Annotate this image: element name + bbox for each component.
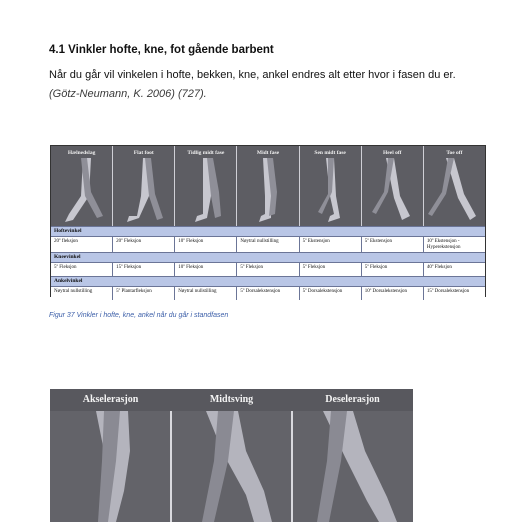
legs-illustration [51, 156, 113, 226]
swing-phase-figure [50, 389, 413, 522]
phase-label: Midt fase [256, 150, 280, 156]
body-paragraph [49, 66, 489, 104]
legs-illustration [113, 156, 175, 226]
table-cell: 15º Fleksjon [113, 263, 175, 276]
phase-late-midstance [300, 146, 362, 226]
paragraph-text: Når du går vil vinkelen i hofte, bekken, kne, ankel endres alt etter hvor i fasen du er. [49, 69, 456, 81]
legs-illustration [50, 411, 170, 522]
legs-illustration [300, 156, 362, 226]
phase-heel-strike [51, 146, 113, 226]
legs-illustration [293, 411, 413, 522]
swing-title-midswing: Midtsving [209, 394, 254, 405]
swing-phase-header [50, 389, 413, 411]
table-cell: Nøytral nullstilling [51, 287, 113, 300]
swing-phase-panels [50, 411, 413, 522]
phase-early-midstance [175, 146, 237, 226]
table-cell: 5º Ekstensjon [300, 237, 362, 252]
hip-angle-title: Hoftevinkel [51, 226, 485, 236]
legs-illustration [362, 156, 424, 226]
knee-angle-title: Kneevinkel [51, 252, 485, 262]
table-cell: 5º Fleksjon [51, 263, 113, 276]
angles-table [51, 226, 485, 300]
table-cell: 5º Fleksjon [300, 263, 362, 276]
acceleration-panel [50, 411, 172, 522]
table-cell: 20º Fleksjon [113, 237, 175, 252]
phase-label: Heel off [383, 150, 402, 156]
table-cell: 5º Dorsalekstensjon [300, 287, 362, 300]
swing-title-acceleration: Akselerasjon [82, 394, 139, 405]
gait-angles-figure [50, 145, 486, 297]
table-cell: 5º Dorsalekstensjon [237, 287, 299, 300]
hip-angle-row [51, 236, 485, 252]
table-cell: 15º Dorsalekstensjon [424, 287, 485, 300]
phase-label: Flat foot [133, 150, 154, 156]
swing-title-deceleration: Deselerasjon [325, 394, 380, 405]
phase-midstance [237, 146, 299, 226]
section-heading: 4.1 Vinkler hofte, kne, fot gående barbent [49, 44, 274, 56]
citation: (Götz-Neumann, K. 2006) (727). [49, 88, 207, 100]
phase-label: Toe off [446, 150, 463, 156]
ankle-angle-title: Ankelvinkel [51, 276, 485, 286]
legs-illustration [424, 156, 485, 226]
deceleration-panel [293, 411, 413, 522]
table-cell: 5º Plantarfleksjon [113, 287, 175, 300]
phase-label: Hælnedslag [67, 150, 96, 156]
table-cell: 5º Fleksjon [362, 263, 424, 276]
phase-images-row [51, 146, 485, 226]
table-cell: 40º Fleksjon [424, 263, 485, 276]
table-cell: 20º fleksjon [51, 237, 113, 252]
table-cell: 10º Ekstensjon - Hyperekstensjon [424, 237, 485, 252]
phase-toe-off [424, 146, 485, 226]
legs-illustration [175, 156, 237, 226]
table-cell: Nøytral nullstilling [237, 237, 299, 252]
phase-label: Tidlig midt fase [187, 150, 225, 156]
legs-illustration [172, 411, 292, 522]
table-cell: 10º Fleksjon [175, 237, 237, 252]
table-cell: 5º Ekstensjon [362, 237, 424, 252]
table-cell: 5º Fleksjon [237, 263, 299, 276]
knee-angle-row [51, 262, 485, 276]
table-cell: 10º Fleksjon [175, 263, 237, 276]
phase-label: Sen midt fase [314, 150, 346, 156]
midswing-panel [172, 411, 294, 522]
table-cell: Nøytral nullstilling [175, 287, 237, 300]
table-cell: 10º Dorsalekstensjon [362, 287, 424, 300]
phase-flat-foot [113, 146, 175, 226]
phase-heel-off [362, 146, 424, 226]
figure-caption: Figur 37 Vinkler i hofte, kne, ankel når du går i standfasen [49, 312, 229, 319]
legs-illustration [237, 156, 299, 226]
ankle-angle-row [51, 286, 485, 300]
